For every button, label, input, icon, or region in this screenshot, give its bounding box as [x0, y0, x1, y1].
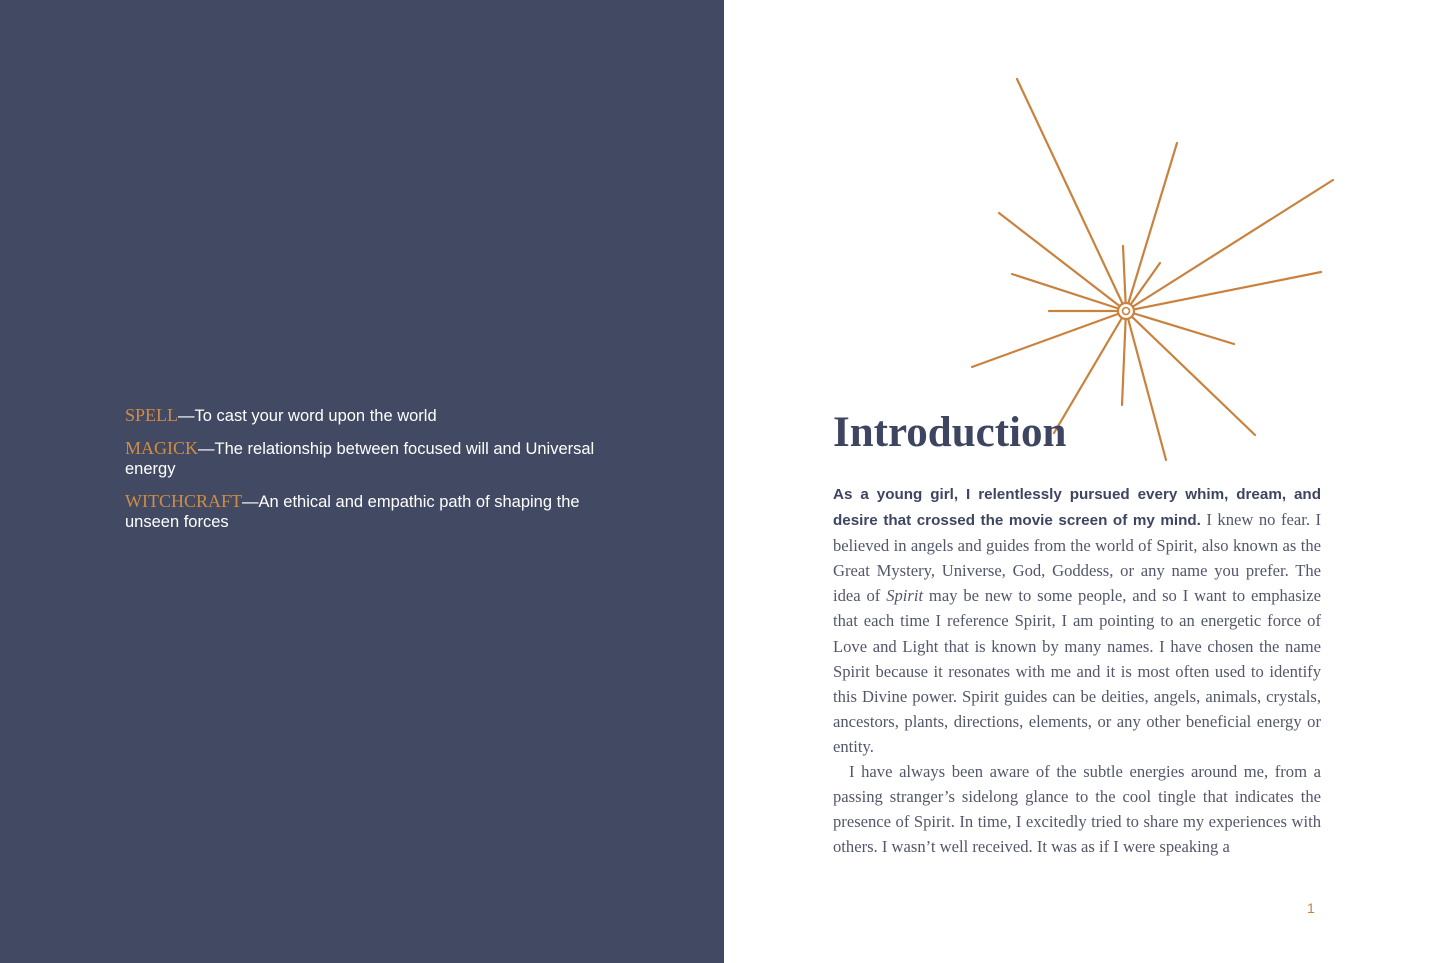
lead-sentence: As a young girl, I relentlessly pursued every whim, dream, and desire that crossed the movie screen of my mind.	[833, 486, 1321, 530]
definition-witchcraft	[125, 491, 595, 533]
paragraph	[833, 481, 1321, 759]
definition-term: SPELL	[125, 405, 179, 425]
definition-text: —An ethical and empathic path of shaping the unseen forces	[125, 492, 580, 531]
paragraph-text: I knew no fear. I believed in angels and guides from the world of Spirit, also known as the Great Mystery, Universe, God, Goddess, or any name you prefer. The idea of	[833, 510, 1321, 606]
emphasis-text: Spirit	[886, 586, 924, 606]
paragraph-text: may be new to some people, and so I want to emphasize that each time I reference Spirit, I am pointing to an energetic force of Love and Light that is known by many names. I have chosen the name Spirit because it resonates with me and it is most often used to identify this Divine power. Spirit guides can be deities, angels, animals, crystals, ancestors, plants, directions, elements, or any other beneficial energy or entity.	[833, 586, 1321, 756]
definition-text: —The relationship between focused will and Universal energy	[125, 439, 595, 478]
definition-magick	[125, 438, 595, 480]
chapter-title: Introduction	[833, 409, 1067, 456]
page-number: 1	[1307, 900, 1315, 916]
definition-text: —To cast your word upon the world	[178, 407, 437, 425]
right-page	[724, 0, 1445, 963]
definition-spell	[125, 405, 595, 427]
definition-term: WITCHCRAFT	[125, 490, 242, 511]
body-text	[833, 481, 1321, 859]
paragraph: I have always been aware of the subtle energies around me, from a passing stranger’s sidelong glance to the cool tingle that indicates the presence of Spirit. In time, I excitedly tried to share my experiences with others. I wasn’t well received. It was as if I were speaking a	[833, 762, 1321, 857]
starburst-icon	[969, 75, 1339, 465]
definition-term: MAGICK	[125, 437, 199, 458]
definitions-list	[125, 405, 595, 544]
